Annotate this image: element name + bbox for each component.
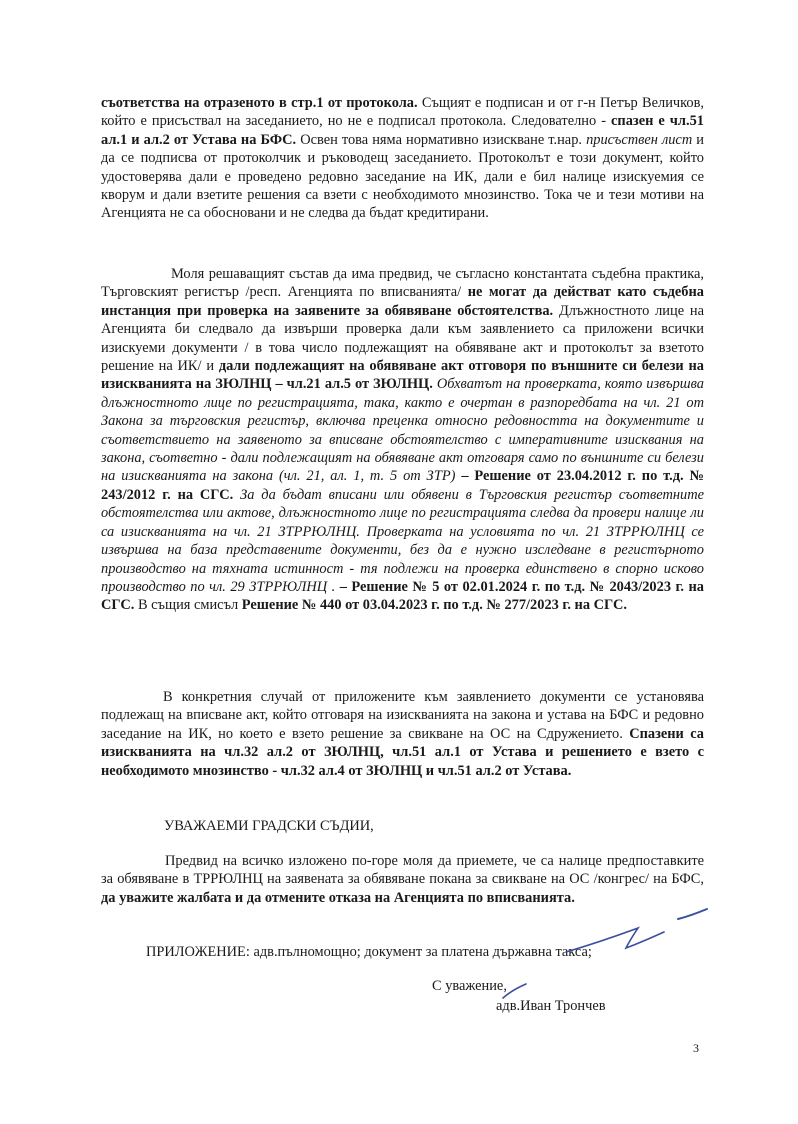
p3-text-1: В конкретния случай от приложените към заявлението документи се установява подлежащ на вписване акт, който отговаря на изискванията на закона и устава на БФС и редовно заседание на ИК, но което е взето решение за свикване на ОС на Сдружението. (101, 689, 704, 742)
p2-italic-1: Обхватът на проверката, която извършва длъжностното лице по регистрацията, така, както е очертан в разпоредбата на чл. 21 от Закона за търговския регистър, включва преценка относно редовността на документите и съответствието на заявеното за вписване обстоятелство с императивните изисквания на закона, съответно - дали подлежащият на обявяване акт отговаря само по външните си белези на изискванията на закона (чл. 21, ал. 1, т. 5 от ЗТР) (101, 376, 704, 485)
p2-bold-1: не могат да действат като съдебна инстанция при проверка на заявените за обявяване обстоятелства. (101, 284, 704, 319)
p1-bold-2: спазен е чл.51 ал.1 и ал.2 от Устава на БФС. (101, 113, 704, 148)
p2-bold-5: Решение № 440 от 03.04.2023 г. по т.д. № 277/2023 г. на СГС. (241, 597, 627, 614)
p2-bold-3: – Решение от 23.04.2012 г. по т.д. № 243/2012 г. на СГС. (101, 468, 704, 503)
p2-text-2: Длъжностното лице на Агенцията би следвало да извърши проверка дали към заявлението са приложени всички изискуеми документи / в това число подлежащият на обявяване акт и протоколът за взетото решение на ИК/ и (101, 302, 704, 375)
paragraph-4 (101, 852, 704, 907)
p1-italic-1: присъствен лист (586, 131, 693, 148)
signature-scribble (560, 922, 670, 962)
p1-text-2: Освен това няма нормативно изискване т.нар. (296, 131, 587, 148)
p1-text-1: Същият е подписан и от г-н Петър Величков, който е присъствал на заседанието, но не е подписал протокола. Следователно - (101, 95, 704, 130)
p2-text-3: В същия смисъл (134, 597, 242, 614)
p2-bold-2: дали подлежащият на обявяване акт отговоря по външните си белези на изискванията на ЗЮЛНЦ – чл.21 ал.5 от ЗЮЛНЦ. (101, 358, 704, 393)
p2-italic-2: За да бъдат вписани или обявени в Търговския регистър съответните обстоятелства или актове, длъжностното лице по регистрацията следва да провери налице ли са изискванията на чл. 21 ЗТРРЮЛНЦ. Проверката на условията по чл. 21 ЗТРРЮЛНЦ се извършва на база представените документи, без да е нужно изследване в регистърното производство на тяхната истинност - тя подлежи на проверка единствено в спорно исково производство по чл. 29 ЗТРРЮЛНЦ . (101, 486, 704, 595)
attachment-line: ПРИЛОЖЕНИЕ: адв.пълномощно; документ за платена държавна такса; (146, 944, 592, 960)
signature-tick-1 (676, 906, 710, 922)
p2-bold-4: – Решение № 5 от 02.01.2024 г. по т.д. № 2043/2023 г. на СГС. (101, 578, 704, 614)
paragraph-3 (101, 688, 704, 780)
signer-name: адв.Иван Трончев (496, 998, 606, 1014)
salutation: УВАЖАЕМИ ГРАДСКИ СЪДИИ, (164, 818, 374, 834)
p1-text-3: и да се подписва от протоколчик и ръководещ заседанието. Протоколът е този документ, който удостоверява дали е проведено редовно заседание на ИК, дали е бил налице изискуемия се кворум и дали взетите решения са взети с необходимото мнозинство. Тока че и тези мотиви на Агенцията не са обосновани и не следва да бъдат кредитирани. (101, 131, 704, 222)
p4-bold-1: да уважите жалбата и да отмените отказа на Агенцията по вписванията. (101, 889, 575, 906)
paragraph-1 (101, 94, 704, 223)
page-number: 3 (693, 1041, 699, 1055)
regards: С уважение, (432, 978, 507, 994)
p3-bold-1: Спазени са изискванията на чл.32 ал.2 от ЗЮЛНЦ, чл.51 ал.1 от Устава и решението е взето с необходимото мнозинство - чл.32 ал.4 от ЗЮЛНЦ и чл.51 ал.2 от Устава. (101, 725, 704, 779)
p4-text-1: Предвид на всичко изложено по-горе моля да приемете, че са налице предпоставките за обявяване в ТРРЮЛНЦ на заявената за обявяване покана за свикване на ОС /конгрес/ на БФС, (101, 853, 704, 888)
p2-text-1: Моля решаващият състав да има предвид, че съгласно константата съдебна практика, Търговският регистър /респ. Агенцията по вписванията/ (101, 266, 704, 301)
p1-bold-1: съответства на отразеното в стр.1 от протокола. (101, 95, 418, 111)
paragraph-2 (101, 265, 704, 615)
